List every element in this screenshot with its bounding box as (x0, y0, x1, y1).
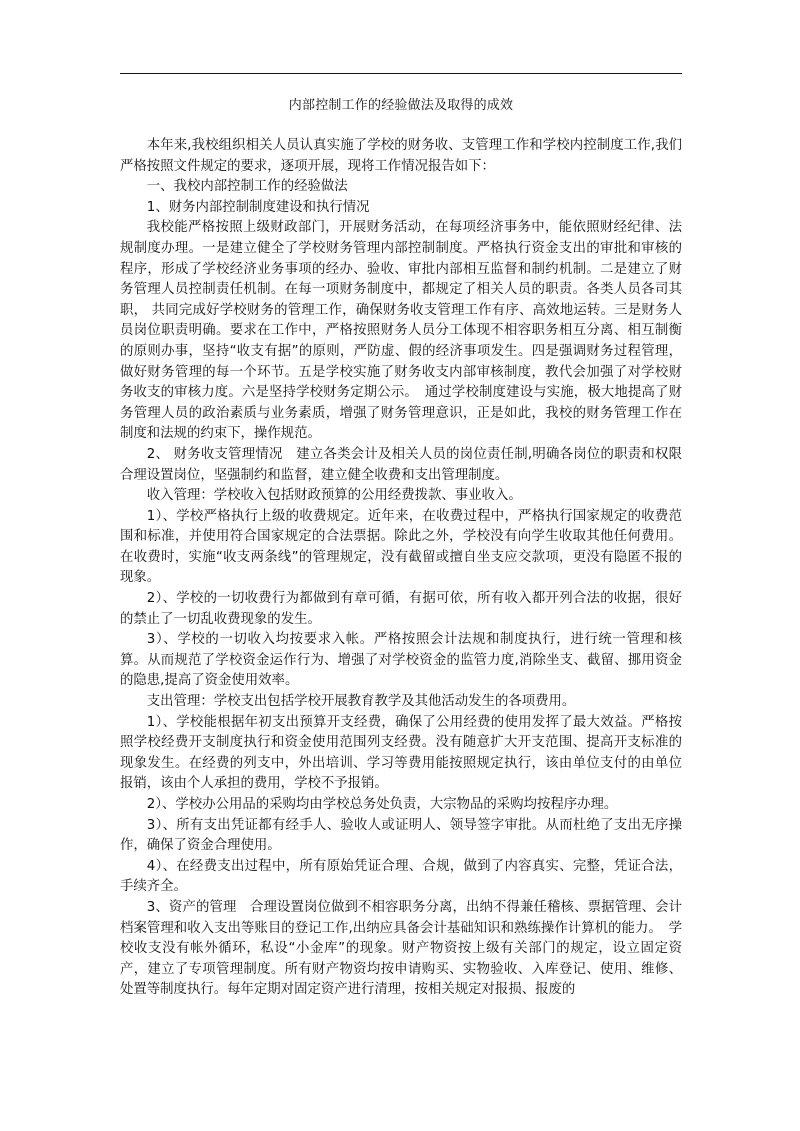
section-heading: 一、我校内部控制工作的经验做法 (146, 179, 348, 195)
paragraph: 3、资产的管理 合理设置岗位做到不相容职务分离，出纳不得兼任稽核、票据管理、会计档案管理和收入支出等账目的登记工作,出纳应具备会计基础知识和熟练操作计算机的能力。 学校收支没有帐外循环，私设“小金库”的现象。财产物资按上级有关部门的规定，设立固定资产，建立了专项管理制度。所有财产物资均按申请购买、实物验收、入库登记、使用、维修、处置等制度执行。每年定期对固定资产进行清理，按相关规定对报损、报废的 (120, 899, 682, 998)
paragraph: 2）、学校办公用品的采购均由学校总务处负责，大宗物品的采购均按程序办理。 (146, 797, 618, 812)
document-title: 内部控制工作的经验做法及取得的成效 (288, 98, 514, 113)
header-rule (120, 73, 682, 74)
paragraph: 4）、在经费支出过程中，所有原始凭证合理、合规，做到了内容真实、完整，凭证合法，手续齐全。 (120, 858, 682, 895)
paragraph: 3）、学校的一切收入均按要求入帐。严格按照会计法规和制度执行，进行统一管理和核算。从而规范了学校资金运作行为、增强了对学校资金的监管力度,消除坐支、截留、挪用资金的隐患,提高了资金使用效率。 (120, 632, 682, 689)
paragraph: 1）、学校能根据年初支出预算开支经费，确保了公用经费的使用发挥了最大效益。严格按照学校经费开支制度执行和资金使用范围列支经费。没有随意扩大开支范围、提高开支标准的现象发生。在经费的列支中，外出培训、学习等费用能按照规定执行，该由单位支付的由单位报销，该由个人承担的费用，学校不予报销。 (120, 714, 682, 792)
document-body (120, 136, 682, 1001)
paragraph: 1）、学校严格执行上级的收费规定。近年来，在收费过程中，严格执行国家规定的收费范围和标准，并使用符合国家规定的合法票据。除此之外，学校没有向学生收取其他任何费用。在收费时，实施“收支两条线”的管理规定，没有截留或擅自坐支应交款项，更没有隐匿不报的现象。 (120, 508, 682, 586)
paragraph: 收入管理：学校收入包括财政预算的公用经费拨款、事业收入。 (146, 488, 522, 504)
paragraph: 2、 财务收支管理情况 建立各类会计及相关人员的岗位责任制,明确各岗位的职责和权限合理设置岗位，坚强制约和监督，建立健全收费和支出管理制度。 (120, 446, 682, 483)
paragraph: 2）、学校的一切收费行为都做到有章可循，有据可依，所有收入都开列合法的收据，很好的禁止了一切乱收费现象的发生。 (120, 591, 682, 627)
paragraph-intro: 本年来,我校组织相关人员认真实施了学校的财务收、支管理工作和学校内控制度工作,我们严格按照文件规定的要求，逐项开展，现将工作情况报告如下： (120, 138, 682, 174)
subsection-heading: 1、财务内部控制制度建设和执行情况 (146, 199, 370, 215)
paragraph: 支出管理：学校支出包括学校开展教育教学及其他活动发生的各项费用。 (146, 694, 576, 710)
paragraph: 3）、所有支出凭证都有经手人、验收人或证明人、领导签字审批。从而杜绝了支出无序操作，确保了资金合理使用。 (120, 817, 682, 854)
paragraph: 我校能严格按照上级财政部门，开展财务活动，在每项经济事务中，能依照财经纪律、法规制度办理。一是建立健全了学校财务管理内部控制制度。严格执行资金支出的审批和审核的程序，形成了学校经济业务事项的经办、验收、审批内部相互监督和制约机制。二是建立了财务管理人员控制责任机制。在每一项财务制度中，都规定了相关人员的职责。各类人员各司其职， 共同完成好学校财务的管理工作，确保财务收支管理工作有序、高效地运转。三是财务人员岗位职责明确。要求在工作中，严格按照财务人员分工体现不相容职务相互分离、相互制衡的原则办事，坚持“收支有据”的原则，严防虚、假的经济事项发生。四是强调财务过程管理，做好财务管理的每一个环节。五是学校实施了财务收支内部审核制度，教代会加强了对学校财务收支的审核力度。六是坚持学校财务定期公示。 通过学校制度建设与实施，极大地提高了财务管理人员的政治素质与业务素质，增强了财务管理意识，正是如此，我校的财务管理工作在制度和法规的约束下，操作规范。 (120, 220, 682, 442)
